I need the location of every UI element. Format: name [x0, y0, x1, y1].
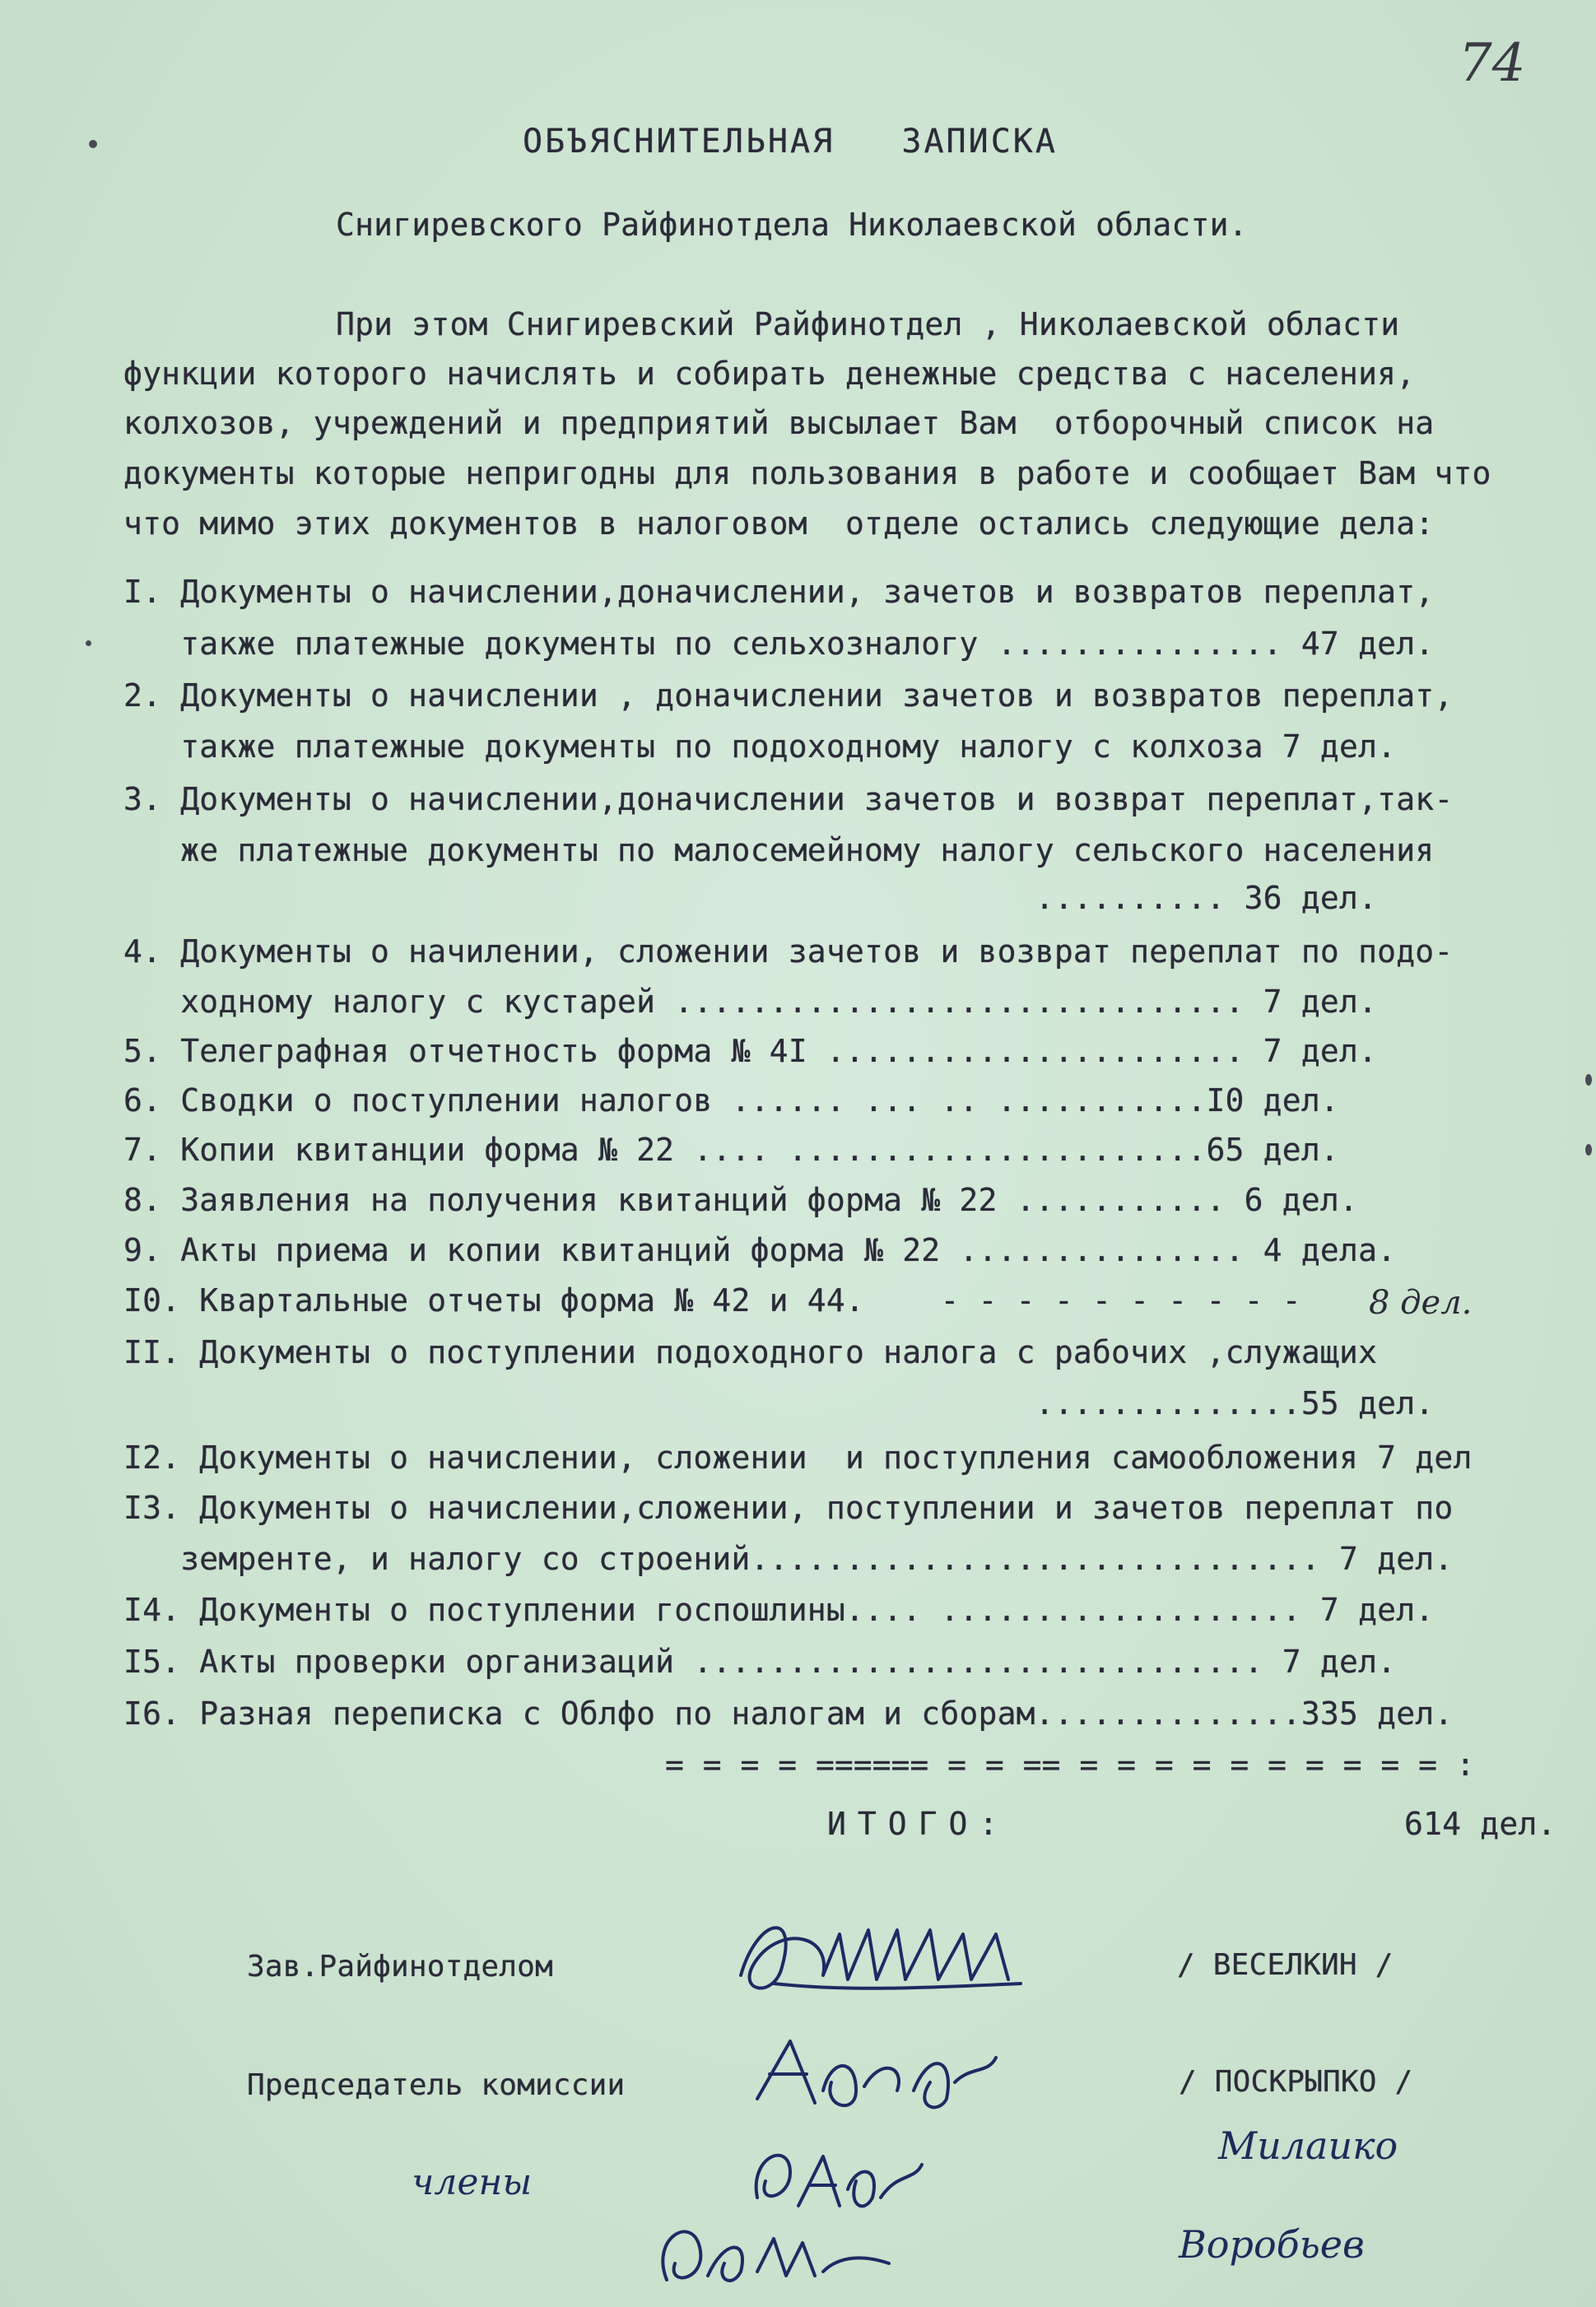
chair-name: / ПОСКРЫПКО / [1179, 2065, 1413, 2099]
list-item-4-line-2: ходному налогу с кустарей .............................. 7 дел. [123, 984, 1378, 1020]
list-item-11-line-2: ..............55 дел. [123, 1385, 1435, 1421]
list-item-4-line-1: 4. Документы о начилении, сложении зачетов и возврат переплат по подо- [123, 933, 1454, 970]
list-item-8: 8. Заявления на получения квитанций форма № 22 ........... 6 дел. [123, 1182, 1359, 1218]
document-title: ОБЪЯСНИТЕЛЬНАЯ ЗАПИСКА [523, 123, 1058, 160]
list-item-11-line-1: II. Документы о поступлении подоходного налога с рабочих ,служащих [123, 1334, 1378, 1370]
document-subtitle: Снигиревского Райфинотдела Николаевской области. [336, 207, 1248, 243]
intro-line-1: При этом Снигиревский Райфинотдел , Николаевской области [336, 306, 1400, 342]
list-item-1-line-2: также платежные документы по сельхозналогу ............... 47 дел. [123, 626, 1435, 662]
list-item-15: I5. Акты проверки организаций .............................. 7 дел. [123, 1644, 1397, 1680]
member-signature-2 [642, 2206, 905, 2296]
total-value: 614 дел. [1404, 1806, 1556, 1842]
intro-line-2: функции которого начислять и собирать денежные средства с населения, [123, 356, 1416, 392]
chair-role: Председатель комиссии [247, 2068, 626, 2102]
list-item-13-line-2: земренте, и налогу со строений.............................. 7 дел. [123, 1541, 1454, 1577]
list-item-10: I0. Квартальные отчеты форма № 42 и 44. - - - - - - - - - - [123, 1282, 1301, 1319]
list-item-2-line-2: также платежные документы по подоходному налогу с колхоза 7 дел. [123, 728, 1397, 765]
intro-line-3: колхозов, учреждений и предприятий высылает Вам отборочный список на [123, 405, 1435, 441]
scan-speck [89, 140, 97, 148]
head-name: / ВЕСЕЛКИН / [1177, 1948, 1394, 1982]
list-item-9: 9. Акты приема и копии квитанций форма № 22 ............... 4 дела. [123, 1232, 1397, 1268]
list-item-5: 5. Телеграфная отчетность форма № 4I ...................... 7 дел. [123, 1033, 1378, 1069]
page-number: 74 [1459, 33, 1526, 94]
separator-line: = = = = ====== = = == = = = = = = = = = = : [665, 1747, 1475, 1783]
list-item-13-line-1: I3. Документы о начислении,сложении, поступлении и зачетов переплат по [123, 1490, 1454, 1526]
list-item-2-line-1: 2. Документы о начислении , доначислении зачетов и возвратов переплат, [123, 677, 1454, 714]
scan-speck [1585, 1144, 1592, 1156]
list-item-14: I4. Документы о поступлении госпошлины.... ................... 7 дел. [123, 1592, 1435, 1628]
list-item-3-line-2: же платежные документы по малосемейному налогу сельского населения [123, 832, 1435, 868]
scan-speck [86, 640, 91, 646]
list-item-1-line-1: I. Документы о начислении,доначислении, зачетов и возвратов переплат, [123, 574, 1435, 610]
head-role: Зав.Райфинотделом [247, 1950, 553, 1984]
total-label: ИТОГО: [827, 1806, 1010, 1842]
list-item-3-line-3: .......... 36 дел. [123, 880, 1378, 916]
member-signature-right-2: Воробьев [1179, 2222, 1365, 2267]
list-item-12: I2. Документы о начислении, сложении и поступления самообложения 7 дел [123, 1440, 1473, 1476]
member-signature-right-1: Милаико [1218, 2123, 1398, 2168]
intro-line-4: документы которые непригодны для пользования в работе и сообщает Вам что [123, 455, 1491, 491]
list-item-7: 7. Копии квитанции форма № 22 .... ......................65 дел. [123, 1132, 1339, 1168]
list-item-10-handwritten-count: 8 дел. [1369, 1284, 1473, 1322]
list-item-6: 6. Сводки о поступлении налогов ...... ... .. ...........I0 дел. [123, 1082, 1339, 1119]
intro-line-5: что мимо этих документов в налоговом отделе остались следующие дела: [123, 505, 1435, 542]
members-label: члены [412, 2161, 533, 2203]
scan-speck [1585, 1074, 1592, 1086]
list-item-3-line-1: 3. Документы о начислении,доначислении зачетов и возврат переплат,так- [123, 781, 1454, 817]
list-item-16: I6. Разная переписка с Облфо по налогам и сборам..............335 дел. [123, 1695, 1454, 1732]
head-signature [724, 1901, 1119, 2016]
chair-signature [741, 2025, 1021, 2123]
